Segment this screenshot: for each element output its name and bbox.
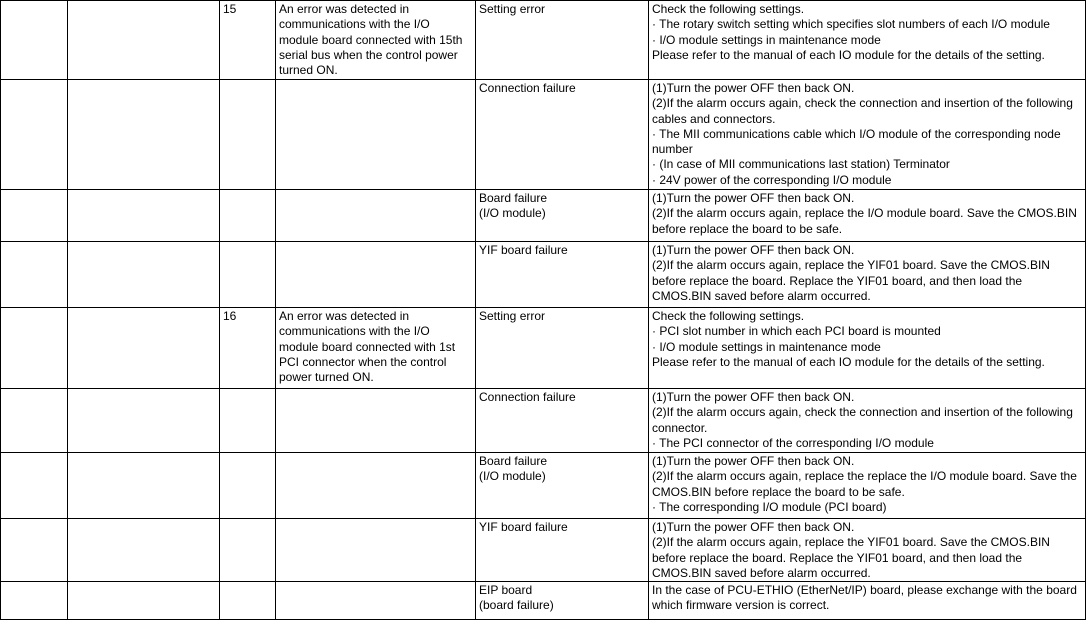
table-row bbox=[1, 453, 1086, 519]
blank-cell-left bbox=[1, 1, 68, 80]
alarm-code-cell bbox=[220, 519, 276, 582]
alarm-description-cell bbox=[276, 308, 476, 389]
alarm-remedy-cell bbox=[649, 308, 1086, 389]
alarm-remedy-cell bbox=[649, 582, 1086, 620]
alarm-code-cell: 16 bbox=[220, 308, 276, 389]
alarm-remedy-cell-line: · I/O module settings in maintenance mode bbox=[652, 339, 881, 354]
alarm-description-cell-line: module board connected with 15th bbox=[279, 32, 463, 47]
alarm-remedy-cell-line: (2)If the alarm occurs again, replace the YIF01 board. Save the CMOS.BIN bbox=[652, 535, 1050, 550]
alarm-cause-cell bbox=[476, 190, 649, 242]
alarm-remedy-cell-line: · 24V power of the corresponding I/O module bbox=[652, 172, 892, 187]
table-row bbox=[1, 582, 1086, 620]
alarm-description-cell bbox=[276, 582, 476, 620]
alarm-remedy-cell-line: number bbox=[652, 142, 693, 157]
alarm-cause-cell bbox=[476, 242, 649, 308]
alarm-description-cell bbox=[276, 242, 476, 308]
alarm-remedy-cell bbox=[649, 80, 1086, 190]
alarm-remedy-cell bbox=[649, 389, 1086, 453]
alarm-remedy-cell-line: (1)Turn the power OFF then back ON. bbox=[652, 454, 855, 468]
blank-cell-left bbox=[1, 80, 68, 190]
table-row bbox=[1, 389, 1086, 453]
alarm-remedy-cell-line: (1)Turn the power OFF then back ON. bbox=[652, 191, 855, 205]
alarm-remedy-cell-line: (2)If the alarm occurs again, check the connection and insertion of the following bbox=[652, 405, 1073, 420]
alarm-cause-cell-line: YIF board failure bbox=[479, 520, 568, 534]
alarm-cause-cell-line: Setting error bbox=[479, 309, 546, 323]
blank-cell-left bbox=[1, 389, 68, 453]
alarm-remedy-cell-line: · The MII communications cable which I/O module of the corresponding node bbox=[652, 126, 1061, 141]
alarm-cause-cell bbox=[476, 389, 649, 453]
alarm-description-cell bbox=[276, 453, 476, 519]
alarm-remedy-cell-line: CMOS.BIN saved before alarm occurred. bbox=[652, 565, 871, 580]
blank-cell-left bbox=[1, 453, 68, 519]
alarm-description-cell-line: communications with the I/O bbox=[279, 324, 430, 339]
alarm-remedy-cell-line: CMOS.BIN saved before alarm occurred. bbox=[652, 288, 871, 303]
alarm-description-cell bbox=[276, 1, 476, 80]
alarm-remedy-cell-line: · (In case of MII communications last station) Terminator bbox=[652, 157, 950, 172]
alarm-description-cell-line: power turned ON. bbox=[279, 370, 374, 385]
alarm-remedy-cell-line: (1)Turn the power OFF then back ON. bbox=[652, 81, 855, 95]
alarm-remedy-cell-line: connector. bbox=[652, 420, 708, 435]
table-row bbox=[1, 308, 1086, 389]
alarm-remedy-cell-line: before replace the board. Replace the YIF01 board, and then load the bbox=[652, 273, 1023, 288]
alarm-remedy-cell-line: which firmware version is correct. bbox=[652, 598, 830, 613]
alarm-code-cell bbox=[220, 453, 276, 519]
alarm-code-cell bbox=[220, 190, 276, 242]
alarm-description-cell-line: An error was detected in bbox=[279, 2, 410, 16]
table-row bbox=[1, 80, 1086, 190]
blank-cell-left bbox=[1, 582, 68, 620]
blank-cell-wide bbox=[68, 1, 220, 80]
alarm-remedy-cell-line: before replace the board to be safe. bbox=[652, 221, 843, 236]
alarm-remedy-cell-line: Please refer to the manual of each IO module for the details of the setting. bbox=[652, 47, 1045, 62]
alarm-cause-cell-line: Board failure bbox=[479, 454, 548, 468]
alarm-code-cell bbox=[220, 389, 276, 453]
alarm-code-cell bbox=[220, 242, 276, 308]
alarm-cause-cell-line: Connection failure bbox=[479, 81, 576, 95]
alarm-cause-cell bbox=[476, 80, 649, 190]
alarm-remedy-cell-line: before replace the board. Replace the YIF01 board, and then load the bbox=[652, 550, 1023, 565]
alarm-description-cell-line: communications with the I/O bbox=[279, 17, 430, 32]
alarm-description-cell bbox=[276, 519, 476, 582]
alarm-cause-cell-line: Setting error bbox=[479, 2, 546, 16]
blank-cell-wide bbox=[68, 389, 220, 453]
alarm-cause-cell bbox=[476, 582, 649, 620]
alarm-cause-cell bbox=[476, 453, 649, 519]
blank-cell-wide bbox=[68, 519, 220, 582]
alarm-remedy-cell-line: · The PCI connector of the corresponding I/O module bbox=[652, 435, 934, 450]
table-row bbox=[1, 519, 1086, 582]
alarm-cause-cell-line: YIF board failure bbox=[479, 243, 568, 257]
alarm-remedy-cell bbox=[649, 453, 1086, 519]
table-body bbox=[1, 1, 1086, 620]
blank-cell-left bbox=[1, 519, 68, 582]
alarm-description-cell-line: module board connected with 1st bbox=[279, 339, 456, 354]
blank-cell-wide bbox=[68, 190, 220, 242]
alarm-remedy-cell-line: · The corresponding I/O module (PCI board) bbox=[652, 499, 887, 514]
alarm-remedy-cell-line: (1)Turn the power OFF then back ON. bbox=[652, 520, 855, 534]
alarm-remedy-cell bbox=[649, 1, 1086, 80]
blank-cell-left bbox=[1, 190, 68, 242]
alarm-remedy-cell-line: (1)Turn the power OFF then back ON. bbox=[652, 390, 855, 404]
alarm-description-cell bbox=[276, 80, 476, 190]
alarm-code-cell bbox=[220, 80, 276, 190]
alarm-remedy-cell-line: (1)Turn the power OFF then back ON. bbox=[652, 243, 855, 257]
alarm-remedy-cell-line: In the case of PCU-ETHIO (EtherNet/IP) board, please exchange with the board bbox=[652, 583, 1077, 598]
blank-cell-wide bbox=[68, 582, 220, 620]
alarm-remedy-cell-line: · PCI slot number in which each PCI board is mounted bbox=[652, 324, 941, 339]
alarm-cause-cell bbox=[476, 1, 649, 80]
alarm-remedy-cell bbox=[649, 190, 1086, 242]
table-row bbox=[1, 242, 1086, 308]
alarm-cause-cell-line: Board failure bbox=[479, 191, 548, 205]
alarm-cause-cell-line: EIP board bbox=[479, 583, 533, 598]
alarm-cause-cell-line: Connection failure bbox=[479, 390, 576, 404]
alarm-cause-cell-line: (board failure) bbox=[479, 598, 554, 613]
alarm-remedy-cell-line: (2)If the alarm occurs again, check the connection and insertion of the following bbox=[652, 96, 1073, 111]
alarm-remedy-cell-line: (2)If the alarm occurs again, replace the replace the I/O module board. Save the bbox=[652, 469, 1077, 484]
blank-cell-wide bbox=[68, 308, 220, 389]
alarm-remedy-cell bbox=[649, 519, 1086, 582]
alarm-description-cell bbox=[276, 190, 476, 242]
blank-cell-wide bbox=[68, 453, 220, 519]
alarm-description-cell bbox=[276, 389, 476, 453]
alarm-code-cell: 15 bbox=[220, 1, 276, 80]
alarm-description-cell-line: PCI connector when the control bbox=[279, 354, 447, 369]
alarm-remedy-cell-line: CMOS.BIN before replace the board to be safe. bbox=[652, 484, 905, 499]
alarm-remedy-cell-line: · I/O module settings in maintenance mode bbox=[652, 32, 881, 47]
alarm-code-cell bbox=[220, 582, 276, 620]
alarm-remedy-cell-line: · The rotary switch setting which specifies slot numbers of each I/O module bbox=[652, 17, 1050, 32]
blank-cell-left bbox=[1, 308, 68, 389]
blank-cell-wide bbox=[68, 242, 220, 308]
table-row bbox=[1, 190, 1086, 242]
alarm-description-cell-line: serial bus when the control power bbox=[279, 47, 458, 62]
alarm-remedy-cell-line: (2)If the alarm occurs again, replace the YIF01 board. Save the CMOS.BIN bbox=[652, 258, 1050, 273]
alarm-remedy-cell-line: cables and connectors. bbox=[652, 111, 776, 126]
alarm-description-cell-line: An error was detected in bbox=[279, 309, 410, 323]
table-row bbox=[1, 1, 1086, 80]
alarm-remedy-cell-line: (2)If the alarm occurs again, replace the I/O module board. Save the CMOS.BIN bbox=[652, 206, 1077, 221]
alarm-cause-cell-line: (I/O module) bbox=[479, 469, 546, 484]
alarm-cause-cell bbox=[476, 519, 649, 582]
blank-cell-left bbox=[1, 242, 68, 308]
alarm-description-cell-line: turned ON. bbox=[279, 63, 338, 78]
alarm-remedy-cell bbox=[649, 242, 1086, 308]
alarm-remedy-cell-line: Check the following settings. bbox=[652, 309, 805, 323]
alarm-cause-cell-line: (I/O module) bbox=[479, 206, 546, 221]
alarm-remedy-cell-line: Check the following settings. bbox=[652, 2, 805, 16]
alarm-cause-cell bbox=[476, 308, 649, 389]
alarm-remedy-cell-line: Please refer to the manual of each IO module for the details of the setting. bbox=[652, 354, 1045, 369]
blank-cell-wide bbox=[68, 80, 220, 190]
